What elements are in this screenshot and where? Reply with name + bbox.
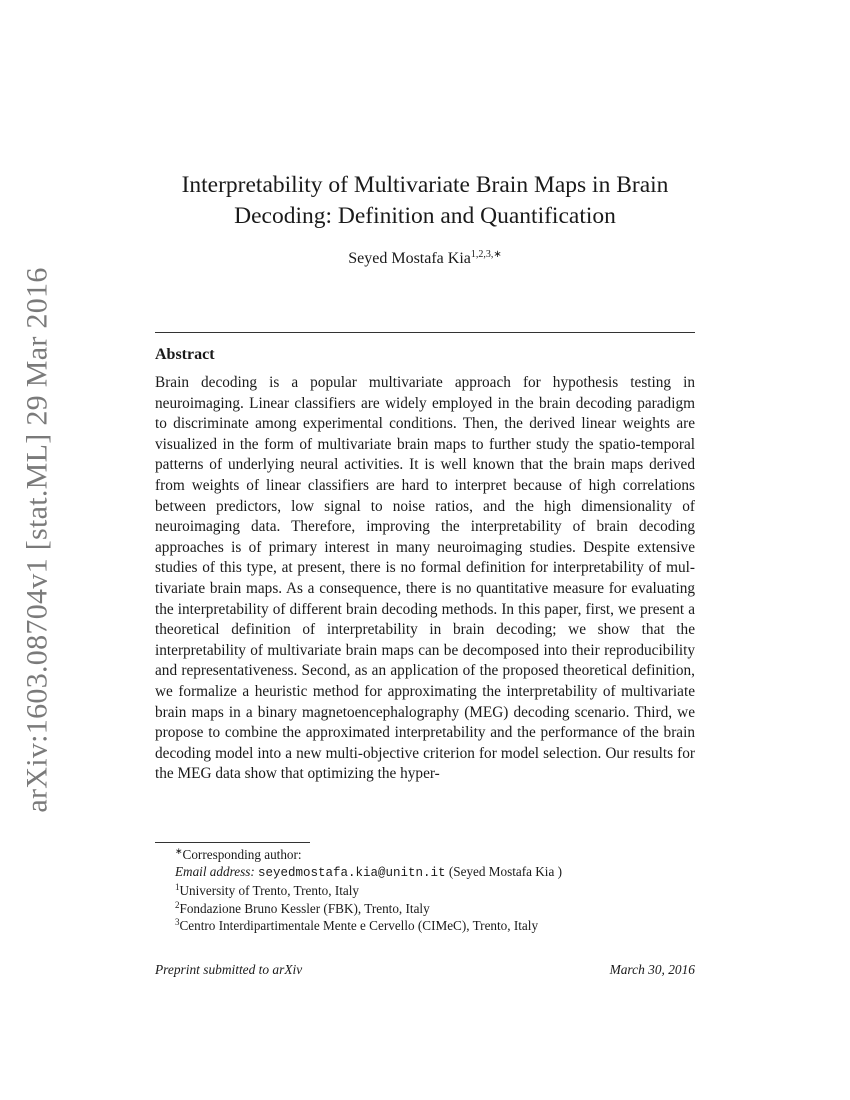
- author-affiliation-marks: 1,2,3,∗: [470, 249, 502, 260]
- footnote-rule: [155, 842, 310, 843]
- abstract-top-rule: [155, 332, 695, 333]
- footnote-affiliation-mark: 3: [175, 916, 180, 927]
- footnote-affiliation: [155, 882, 715, 899]
- footnote-affiliation-text: Centro Interdipartimentale Mente e Cervello (CIMeC), Trento, Italy: [179, 917, 539, 933]
- arxiv-identifier-stamp: [14, 267, 62, 813]
- footnote-corresponding-label: Corresponding author:: [182, 847, 302, 862]
- author-name: Seyed Mostafa Kia: [348, 250, 471, 267]
- abstract-body: [155, 373, 695, 785]
- footnote-email-address[interactable]: seyedmostafa.kia@unitn.it: [258, 866, 446, 881]
- footnote-affiliation-mark: 1: [175, 882, 180, 893]
- paper-title: Interpretability of Multivariate Brain Maps in Brain Decoding: Definition and Quantification: [181, 172, 669, 229]
- arxiv-identifier-text: arXiv:1603.08704v1 [stat.ML] 29 Mar 2016: [21, 267, 55, 813]
- footnote-affiliation-text: University of Trento, Trento, Italy: [179, 883, 360, 899]
- footnote-affiliation: [155, 917, 715, 934]
- footnote-email-label: Email address:: [175, 864, 255, 880]
- abstract-heading: Abstract: [155, 346, 215, 363]
- footnote-corresponding-mark: ∗: [175, 846, 183, 856]
- footnote-email-suffix: (Seyed Mostafa Kia ): [448, 864, 563, 880]
- preprint-date: March 30, 2016: [609, 962, 695, 977]
- footnote-affiliation-mark: 2: [175, 899, 180, 910]
- abstract-text: Brain decoding is a popular multivariate approach for hypothesis testing in neuroimaging. Linear classifiers are widely employed in the brain decoding paradigm to discriminate among experimental conditions. Then, the derived linear weights are visualized in the form of multivariate brain maps to further study the spatio-temporal patterns of underlying neural activities. It is well known that the brain maps derived from weights of linear classifiers are hard to interpret because of high correlations between predictors, low signal to noise ratios, and the high dimensionality of neuroimaging data. Therefore, improving the interpretability of brain decoding approaches is of primary interest in many neuroimaging studies. Despite extensive studies of this type, at present, there is no formal definition for interpretability of multivariate brain maps. As a consequence, there is no quantitative measure for evaluating the interpretability of different brain decoding methods. In this paper, first, we present a theoretical definition of interpretability in brain decoding; we show that the interpretability of multivariate brain maps can be decomposed into their reproducibility and representativeness. Second, as an application of the proposed theoretical definition, we formalize a heuristic method for approximating the interpretability of multivariate brain maps in a binary magnetoencephalography (MEG) decoding scenario. Third, we propose to combine the approximated interpretability and the performance of the brain decoding model into a new multi-objective criterion for model selection. Our results for the MEG data show that optimizing the hyper-: [155, 374, 695, 783]
- footnote-email: [155, 863, 715, 882]
- preprint-note: Preprint submitted to arXiv: [155, 962, 303, 977]
- footnote-affiliation: [155, 900, 715, 917]
- author-line: [160, 250, 690, 268]
- footnotes: [155, 846, 715, 934]
- footnote-corresponding: [155, 846, 715, 863]
- footnote-affiliation-text: Fondazione Bruno Kessler (FBK), Trento, Italy: [179, 900, 430, 916]
